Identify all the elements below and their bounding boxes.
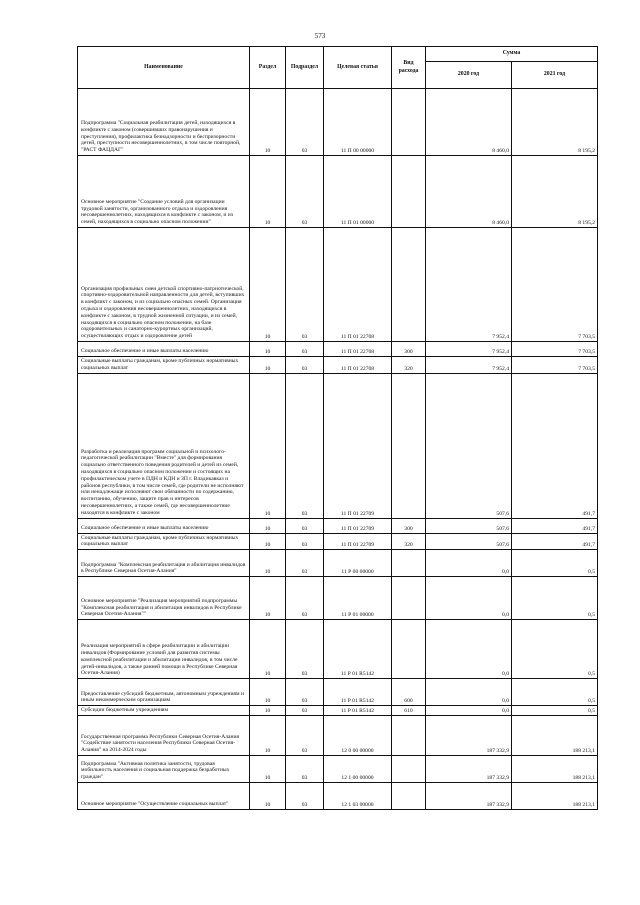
row-subsection: 03 [286, 716, 324, 756]
row-sum-2021: 8 195,2 [512, 156, 598, 228]
row-sum-2020: 507,6 [426, 518, 512, 533]
row-section: 10 [250, 89, 286, 156]
budget-table [77, 46, 598, 810]
row-target-article: 11 П 01 22709 [324, 373, 392, 518]
row-subsection: 03 [286, 156, 324, 228]
table-row [78, 577, 598, 620]
table-row [78, 679, 598, 706]
table-row [78, 620, 598, 679]
header-year-2020: 2020 год [426, 62, 512, 89]
table-row [78, 783, 598, 810]
row-sum-2020: 187 332,9 [426, 783, 512, 810]
row-expense-type [392, 550, 426, 577]
row-section: 10 [250, 679, 286, 706]
row-target-article: 11 П 00 00000 [324, 89, 392, 156]
row-target-article: 11 П 01 22708 [324, 357, 392, 374]
row-expense-type: 300 [392, 342, 426, 357]
row-name: Социальные выплаты гражданам, кроме публичных нормативных социальных выплат [78, 357, 250, 374]
row-sum-2021: 7 703,5 [512, 357, 598, 374]
row-target-article: 12 1 03 00000 [324, 783, 392, 810]
row-expense-type [392, 756, 426, 783]
row-sum-2021: 0,5 [512, 706, 598, 716]
table-row [78, 342, 598, 357]
row-target-article: 11 П 01 22708 [324, 342, 392, 357]
header-name: Наименование [78, 47, 250, 89]
row-sum-2020: 0,0 [426, 550, 512, 577]
row-section: 10 [250, 373, 286, 518]
row-section: 10 [250, 533, 286, 550]
row-sum-2021: 188 213,1 [512, 716, 598, 756]
row-section: 10 [250, 620, 286, 679]
row-expense-type [392, 373, 426, 518]
row-sum-2021: 0,5 [512, 620, 598, 679]
row-expense-type [392, 577, 426, 620]
row-expense-type [392, 228, 426, 342]
row-section: 10 [250, 756, 286, 783]
row-name: Подпрограмма "Комплексная реабилитация и абилитация инвалидов в Республике Северная Осетия-Алания" [78, 550, 250, 577]
row-name: Государственная программа Республики Северная Осетия-Алания "Содействие занятости населения Республики Северная Осетия-Алания" на 2014-2024 годы [78, 716, 250, 756]
row-name: Реализация мероприятий в сфере реабилитации и абилитации инвалидов (Формирование условий для развития системы комплексной реабилитации и абилитации инвалидов, в том числе детей-инвалидов, а также ранней помощи в Республике Северная Осетия-Алания) [78, 620, 250, 679]
row-expense-type [392, 156, 426, 228]
table-row [78, 357, 598, 374]
row-sum-2021: 7 703,5 [512, 228, 598, 342]
row-name: Организация профильных смен детской спортивно-патриотической, спортивно-оздоровительной направленности для детей, вступивших в конфликт с законом, и из социально опасных семей. Организация отдыха и оздоровления несовершеннолетних, находящихся в конфликте с законом, в трудной жизненной ситуации, и из семей, находящихся в социально опасном положении, на базе оздоровительных и санаторно-курортных организаций, осуществляющих отдых и оздоровление детей [78, 228, 250, 342]
header-section: Раздел [250, 47, 286, 89]
row-target-article: 11 П 01 22709 [324, 533, 392, 550]
header-year-2021: 2021 год [512, 62, 598, 89]
row-expense-type: 300 [392, 518, 426, 533]
row-expense-type: 320 [392, 357, 426, 374]
header-subsection: Подраздел [286, 47, 324, 89]
row-sum-2020: 0,0 [426, 620, 512, 679]
row-section: 10 [250, 228, 286, 342]
row-target-article: 11 Р 01 R5142 [324, 679, 392, 706]
row-sum-2021: 491,7 [512, 533, 598, 550]
row-sum-2021: 7 703,5 [512, 342, 598, 357]
table-row [78, 716, 598, 756]
table-row [78, 756, 598, 783]
row-sum-2020: 0,0 [426, 577, 512, 620]
table-row [78, 518, 598, 533]
row-subsection: 03 [286, 228, 324, 342]
table-row [78, 228, 598, 342]
row-target-article: 11 Р 00 00000 [324, 550, 392, 577]
row-sum-2021: 0,5 [512, 550, 598, 577]
row-sum-2021: 188 213,1 [512, 783, 598, 810]
row-name: Основное мероприятие "Создание условий для организации трудовой занятости, организованного отдыха и оздоровления несовершеннолетних, находящихся в конфликте с законом, и из семей, находящихся в социально опасном положении" [78, 156, 250, 228]
row-section: 10 [250, 357, 286, 374]
row-target-article: 11 П 01 00000 [324, 156, 392, 228]
row-subsection: 03 [286, 679, 324, 706]
row-sum-2020: 0,0 [426, 679, 512, 706]
table-row [78, 533, 598, 550]
row-sum-2021: 0,5 [512, 679, 598, 706]
row-expense-type: 610 [392, 706, 426, 716]
row-expense-type [392, 89, 426, 156]
row-expense-type: 320 [392, 533, 426, 550]
row-subsection: 03 [286, 620, 324, 679]
table-body [78, 89, 598, 810]
table-row [78, 156, 598, 228]
row-sum-2020: 507,6 [426, 373, 512, 518]
row-expense-type [392, 716, 426, 756]
header-expense-type: Вид расхода [392, 47, 426, 89]
row-sum-2020: 8 460,0 [426, 156, 512, 228]
row-subsection: 03 [286, 577, 324, 620]
row-sum-2021: 491,7 [512, 373, 598, 518]
row-target-article: 12 1 00 00000 [324, 756, 392, 783]
table-row [78, 550, 598, 577]
header-sum: Сумма [426, 47, 598, 62]
row-name: Предоставление субсидий бюджетным, автономным учреждениям и иным некоммерческим организациям [78, 679, 250, 706]
row-section: 10 [250, 577, 286, 620]
row-sum-2020: 7 952,4 [426, 357, 512, 374]
header-target-article: Целевая статья [324, 47, 392, 89]
row-name: Подпрограмма "Активная политика занятости, трудовая мобильность населения и социальная поддержка безработных граждан" [78, 756, 250, 783]
row-sum-2020: 0,0 [426, 706, 512, 716]
row-subsection: 03 [286, 89, 324, 156]
row-subsection: 03 [286, 706, 324, 716]
row-section: 10 [250, 518, 286, 533]
row-subsection: 03 [286, 533, 324, 550]
row-target-article: 11 Р 01 R5142 [324, 706, 392, 716]
row-section: 10 [250, 706, 286, 716]
row-sum-2021: 491,7 [512, 518, 598, 533]
row-section: 10 [250, 156, 286, 228]
row-section: 10 [250, 716, 286, 756]
table-row [78, 373, 598, 518]
row-target-article: 11 П 01 22708 [324, 228, 392, 342]
row-section: 10 [250, 342, 286, 357]
row-name: Подпрограмма "Социальная реабилитация детей, находящихся в конфликте с законом (совершивших правонарушения и преступления), профилактика безнадзорности и беспризорности детей, преступности несовершеннолетних, в том числе повторной, "РАСТ ФАЦДАГ" [78, 89, 250, 156]
row-subsection: 03 [286, 783, 324, 810]
row-target-article: 11 П 01 22709 [324, 518, 392, 533]
row-sum-2020: 187 332,9 [426, 716, 512, 756]
row-sum-2021: 8 195,2 [512, 89, 598, 156]
table-row [78, 706, 598, 716]
row-section: 10 [250, 550, 286, 577]
row-sum-2021: 188 213,1 [512, 756, 598, 783]
row-name: Субсидии бюджетным учреждениям [78, 706, 250, 716]
row-sum-2021: 0,5 [512, 577, 598, 620]
row-subsection: 03 [286, 756, 324, 783]
row-sum-2020: 7 952,4 [426, 228, 512, 342]
table-row [78, 89, 598, 156]
row-name: Социальное обеспечение и иные выплаты населению [78, 342, 250, 357]
row-subsection: 03 [286, 518, 324, 533]
row-expense-type [392, 783, 426, 810]
row-name: Социальные выплаты гражданам, кроме публичных нормативных социальных выплат [78, 533, 250, 550]
row-expense-type: 600 [392, 679, 426, 706]
row-subsection: 03 [286, 373, 324, 518]
row-sum-2020: 187 332,9 [426, 756, 512, 783]
row-subsection: 03 [286, 342, 324, 357]
row-target-article: 11 Р 01 00000 [324, 577, 392, 620]
row-name: Основное мероприятие "Осуществление социальных выплат" [78, 783, 250, 810]
row-name: Разработка и реализация программ социальной и психолого-педагогической реабилитации "Вместе" для формирования социально ответственного поведения родителей и детей из семей, находящихся в социально опасном положении и состоящих на профилактическом учете в ПДН и КДН и ЗП г. Владикавказ и районов республики, в том числе семей, где родители не исполняют или ненадлежаще исполняют свои обязанности по содержанию, воспитанию, обучению, защите прав и интересов несовершеннолетних, а также семей, где несовершеннолетние находятся в конфликте с законом [78, 373, 250, 518]
row-sum-2020: 507,6 [426, 533, 512, 550]
row-name: Основное мероприятие "Реализация мероприятий подпрограммы "Комплексная реабилитация и абилитация инвалидов в Республике Северная Осетия-Алания"" [78, 577, 250, 620]
row-expense-type [392, 620, 426, 679]
row-section: 10 [250, 783, 286, 810]
row-name: Социальное обеспечение и иные выплаты населению [78, 518, 250, 533]
page-number: 573 [314, 32, 326, 40]
row-sum-2020: 7 952,4 [426, 342, 512, 357]
row-subsection: 03 [286, 550, 324, 577]
row-sum-2020: 8 460,0 [426, 89, 512, 156]
row-target-article: 12 0 00 00000 [324, 716, 392, 756]
row-target-article: 11 Р 01 R5142 [324, 620, 392, 679]
row-subsection: 03 [286, 357, 324, 374]
